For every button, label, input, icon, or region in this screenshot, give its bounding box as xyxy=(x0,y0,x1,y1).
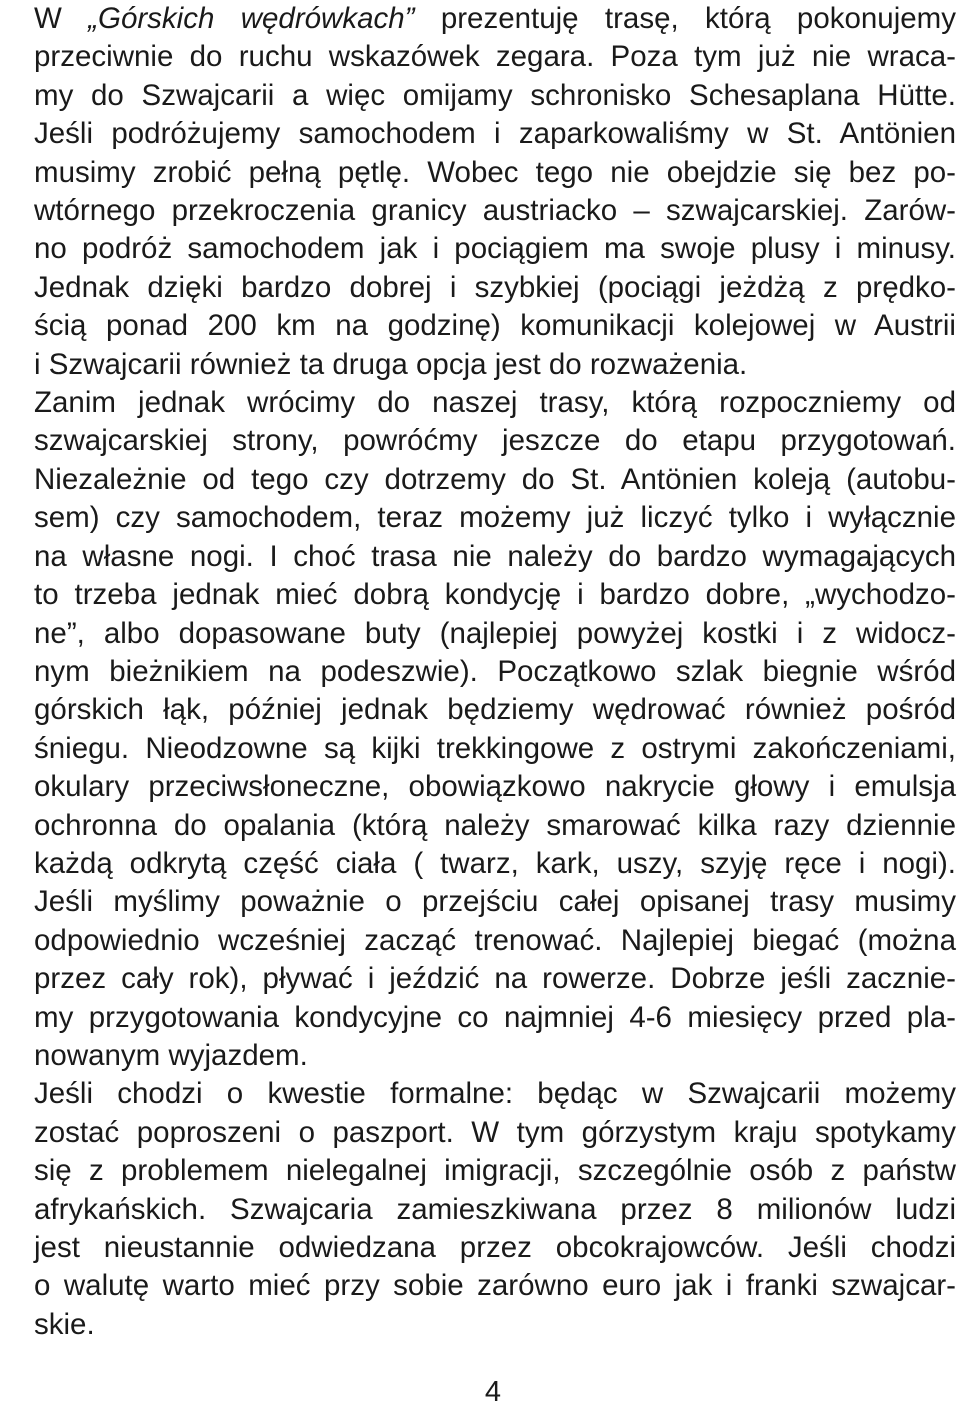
text-line: każdą odkrytą część ciała ( twarz, kark, uszy, szyję ręce i nogi). xyxy=(34,846,956,880)
text-line: Zanim jednak wrócimy do naszej trasy, którą rozpoczniemy od xyxy=(34,386,956,420)
text-line: śniegu. Nieodzowne są kijki trekkingowe z ostrymi zakończeniami, xyxy=(34,731,956,765)
page-body xyxy=(6,0,956,1344)
text-line: no podróż samochodem jak i pociągiem ma swoje plusy i minusy. xyxy=(34,232,956,266)
text-line: o walutę warto mieć przy sobie zarówno euro jak i franki szwajcar- xyxy=(34,1269,956,1303)
text-line: my przygotowania kondycyjne co najmniej 4-6 miesięcy przed pla- xyxy=(34,1000,956,1034)
text-line: ochronna do opalania (którą należy smarować kilka razy dziennie xyxy=(34,808,956,842)
text-line: Jeśli podróżujemy samochodem i zaparkowaliśmy w St. Antönien xyxy=(34,117,956,151)
text-line: skie. xyxy=(34,1307,95,1341)
text-line: Jednak dzięki bardzo dobrej i szybkiej (pociągi jeżdżą z prędko- xyxy=(34,270,956,304)
text-line: nowanym wyjazdem. xyxy=(34,1038,308,1072)
text-line: wtórnego przekroczenia granicy austriacko – szwajcarskiej. Zarów- xyxy=(34,194,956,228)
paragraph-2 xyxy=(6,384,956,1075)
text-line: Niezależnie od tego czy dotrzemy do St. Antönien koleją (autobu- xyxy=(34,462,956,496)
text-line: Jeśli myślimy poważnie o przejściu całej opisanej trasy musimy xyxy=(34,885,956,919)
text-line: odpowiednio wcześniej zacząć trenować. Najlepiej biegać (można xyxy=(34,923,956,957)
text-line: na własne nogi. I choć trasa nie należy do bardzo wymagających xyxy=(34,539,956,573)
text-line: sem) czy samochodem, teraz możemy już liczyć tylko i wyłącznie xyxy=(34,501,956,535)
text-line: afrykańskich. Szwajcaria zamieszkiwana przez 8 milionów ludzi xyxy=(34,1192,956,1226)
text-line: górskich łąk, później jednak będziemy wędrować również pośród xyxy=(34,693,956,727)
text-line: nym bieżnikiem na podeszwie). Początkowo szlak biegnie wśród xyxy=(34,654,956,688)
text-line: Jeśli chodzi o kwestie formalne: będąc w Szwajcarii możemy xyxy=(34,1077,956,1111)
text-line: przeciwnie do ruchu wskazówek zegara. Poza tym już nie wraca- xyxy=(34,40,956,74)
text-line: W „Górskich wędrówkach” prezentuję trasę, którą pokonujemy xyxy=(34,2,956,35)
text-line: okulary przeciwsłoneczne, obowiązkowo nakrycie głowy i emulsja xyxy=(34,770,956,804)
text-line: szwajcarskiej strony, powróćmy jeszcze do etapu przygotowań. xyxy=(34,424,956,458)
paragraph-3 xyxy=(6,1075,956,1344)
paragraph-1 xyxy=(6,0,956,384)
text-line: przez cały rok), pływać i jeździć na rowerze. Dobrze jeśli zacznie- xyxy=(34,962,956,996)
page-number: 4 xyxy=(484,1376,502,1408)
text-line: się z problemem nielegalnej imigracji, szczególnie osób z państw xyxy=(34,1154,956,1188)
text-line: jest nieustannie odwiedzana przez obcokrajowców. Jeśli chodzi xyxy=(34,1231,956,1264)
book-title-emphasis: „Górskich wędrówkach” xyxy=(88,2,415,35)
text-line: ścią ponad 200 km na godzinę) komunikacji kolejowej w Austrii xyxy=(34,309,956,343)
text-line: to trzeba jednak mieć dobrą kondycję i bardzo dobre, „wychodzo- xyxy=(34,578,956,612)
text-line: musimy zrobić pełną pętlę. Wobec tego nie obejdzie się bez po- xyxy=(34,155,956,189)
text-line: ne”, albo dopasowane buty (najlepiej powyżej kostki i z widocz- xyxy=(34,616,956,650)
text-line: i Szwajcarii również ta druga opcja jest do rozważenia. xyxy=(34,347,748,381)
text-line: zostać poproszeni o paszport. W tym górzystym kraju spotykamy xyxy=(34,1115,956,1149)
text-line: my do Szwajcarii a więc omijamy schronisko Schesaplana Hütte. xyxy=(34,78,956,112)
